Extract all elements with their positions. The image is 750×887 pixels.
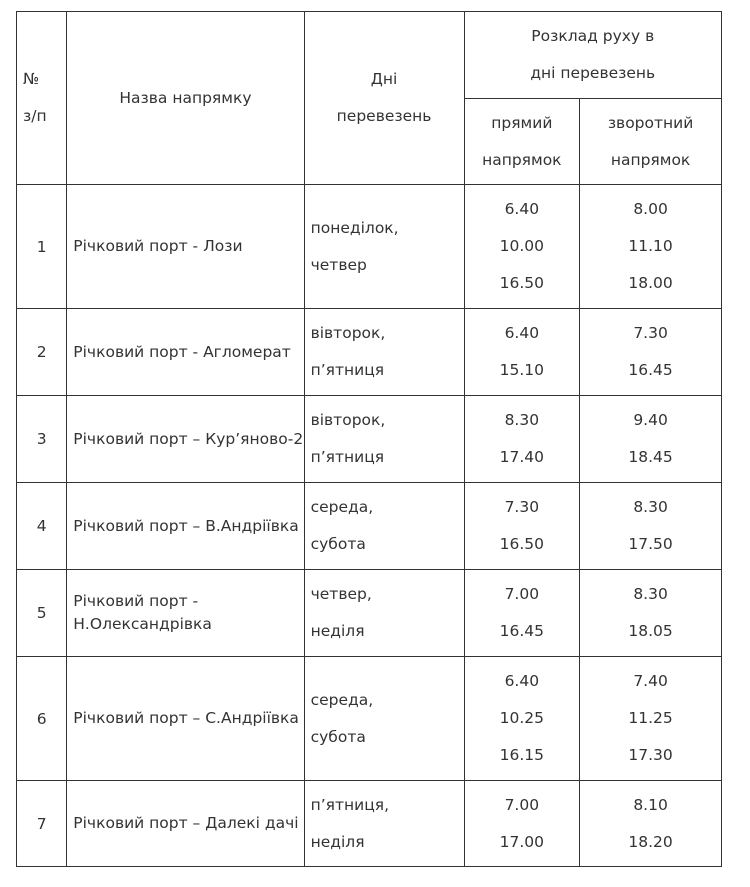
- header-schedule: [464, 12, 722, 99]
- departure-time: 16.45: [628, 361, 673, 379]
- departure-time: 18.00: [628, 274, 673, 292]
- forward-times: [464, 309, 580, 396]
- row-number: 3: [17, 396, 67, 483]
- departure-time: 7.30: [633, 324, 668, 342]
- route-name: Річковий порт – Кур’яново-2: [67, 396, 304, 483]
- departure-time: 15.10: [499, 361, 544, 379]
- header-back-line1: зворотний: [607, 113, 694, 132]
- forward-times: [464, 657, 580, 781]
- day-entry: п’ятниця: [310, 448, 385, 466]
- forward-times: [464, 396, 580, 483]
- header-number-line1: №: [23, 70, 40, 88]
- table-row: [17, 570, 722, 657]
- header-back: [580, 99, 722, 185]
- departure-time: 17.40: [499, 448, 544, 466]
- departure-time: 18.45: [628, 448, 673, 466]
- departure-time: 11.25: [628, 709, 673, 727]
- table-row: [17, 483, 722, 570]
- departure-time: 10.25: [499, 709, 544, 727]
- header-forward: [464, 99, 580, 185]
- header-number: [17, 12, 67, 185]
- return-times: [580, 781, 722, 867]
- return-times: [580, 570, 722, 657]
- departure-time: 9.40: [633, 411, 668, 429]
- departure-time: 8.00: [633, 200, 668, 218]
- day-entry: субота: [310, 535, 366, 553]
- departure-time: 7.30: [504, 498, 540, 516]
- header-days-line1: Дні: [370, 70, 398, 88]
- departure-time: 17.30: [628, 746, 673, 764]
- header-forward-line1: прямий: [491, 113, 553, 132]
- day-entry: середа,: [310, 690, 374, 709]
- forward-times: [464, 781, 580, 867]
- route-days: [304, 781, 464, 867]
- table-row: [17, 309, 722, 396]
- header-days: [304, 12, 464, 185]
- return-times: [580, 309, 722, 396]
- route-name: Річковий порт - Н.Олександрівка: [67, 570, 304, 657]
- day-entry: середа,: [310, 498, 374, 516]
- header-days-line2: перевезень: [336, 107, 432, 125]
- departure-time: 11.10: [628, 237, 673, 255]
- table-row: [17, 781, 722, 867]
- departure-time: 8.30: [633, 585, 668, 603]
- day-entry: вівторок,: [310, 324, 386, 342]
- header-back-line2: напрямок: [610, 150, 691, 169]
- departure-time: 17.00: [499, 832, 544, 851]
- row-number: 5: [17, 570, 67, 657]
- route-days: [304, 309, 464, 396]
- route-days: [304, 657, 464, 781]
- route-days: [304, 483, 464, 570]
- header-schedule-line1: Розклад руху в: [531, 27, 655, 45]
- schedule-table: [16, 11, 722, 867]
- route-days: [304, 185, 464, 309]
- departure-time: 16.50: [499, 535, 544, 553]
- header-schedule-line2: дні перевезень: [530, 64, 656, 82]
- departure-time: 6.40: [504, 672, 540, 690]
- day-entry: четвер,: [310, 585, 372, 603]
- departure-time: 16.15: [499, 746, 544, 764]
- departure-time: 16.45: [499, 622, 544, 640]
- row-number: 2: [17, 309, 67, 396]
- row-number: 6: [17, 657, 67, 781]
- day-entry: неділя: [310, 622, 365, 640]
- departure-time: 8.30: [633, 498, 668, 516]
- row-number: 4: [17, 483, 67, 570]
- departure-time: 6.40: [504, 200, 540, 218]
- table-row: [17, 185, 722, 309]
- header-forward-line2: напрямок: [482, 150, 562, 169]
- row-number: 7: [17, 781, 67, 867]
- header-number-line2: з/п: [23, 107, 47, 125]
- header-route-name: Назва напрямку: [67, 12, 304, 185]
- day-entry: п’ятниця: [310, 361, 385, 379]
- departure-time: 8.10: [633, 795, 668, 814]
- forward-times: [464, 570, 580, 657]
- table-body: [17, 185, 722, 867]
- day-entry: вівторок,: [310, 411, 386, 429]
- departure-time: 17.50: [628, 535, 673, 553]
- row-number: 1: [17, 185, 67, 309]
- day-entry: четвер: [310, 255, 367, 274]
- day-entry: неділя: [310, 832, 365, 851]
- departure-time: 16.50: [499, 274, 544, 292]
- day-entry: понеділок,: [310, 218, 399, 237]
- return-times: [580, 396, 722, 483]
- departure-time: 7.00: [504, 795, 540, 814]
- return-times: [580, 483, 722, 570]
- route-name: Річковий порт - Лози: [67, 185, 304, 309]
- forward-times: [464, 185, 580, 309]
- route-name: Річковий порт - Агломерат: [67, 309, 304, 396]
- return-times: [580, 185, 722, 309]
- route-name: Річковий порт – В.Андріївка: [67, 483, 304, 570]
- departure-time: 7.40: [633, 672, 668, 690]
- route-days: [304, 570, 464, 657]
- departure-time: 18.05: [628, 622, 673, 640]
- return-times: [580, 657, 722, 781]
- table-row: [17, 396, 722, 483]
- route-name: Річковий порт – Далекі дачі: [67, 781, 304, 867]
- route-days: [304, 396, 464, 483]
- departure-time: 18.20: [628, 832, 673, 851]
- route-name: Річковий порт – С.Андріївка: [67, 657, 304, 781]
- departure-time: 6.40: [504, 324, 540, 342]
- departure-time: 10.00: [499, 237, 544, 255]
- day-entry: п’ятниця,: [310, 795, 390, 814]
- departure-time: 7.00: [504, 585, 540, 603]
- forward-times: [464, 483, 580, 570]
- table-row: [17, 657, 722, 781]
- departure-time: 8.30: [504, 411, 540, 429]
- day-entry: субота: [310, 727, 366, 746]
